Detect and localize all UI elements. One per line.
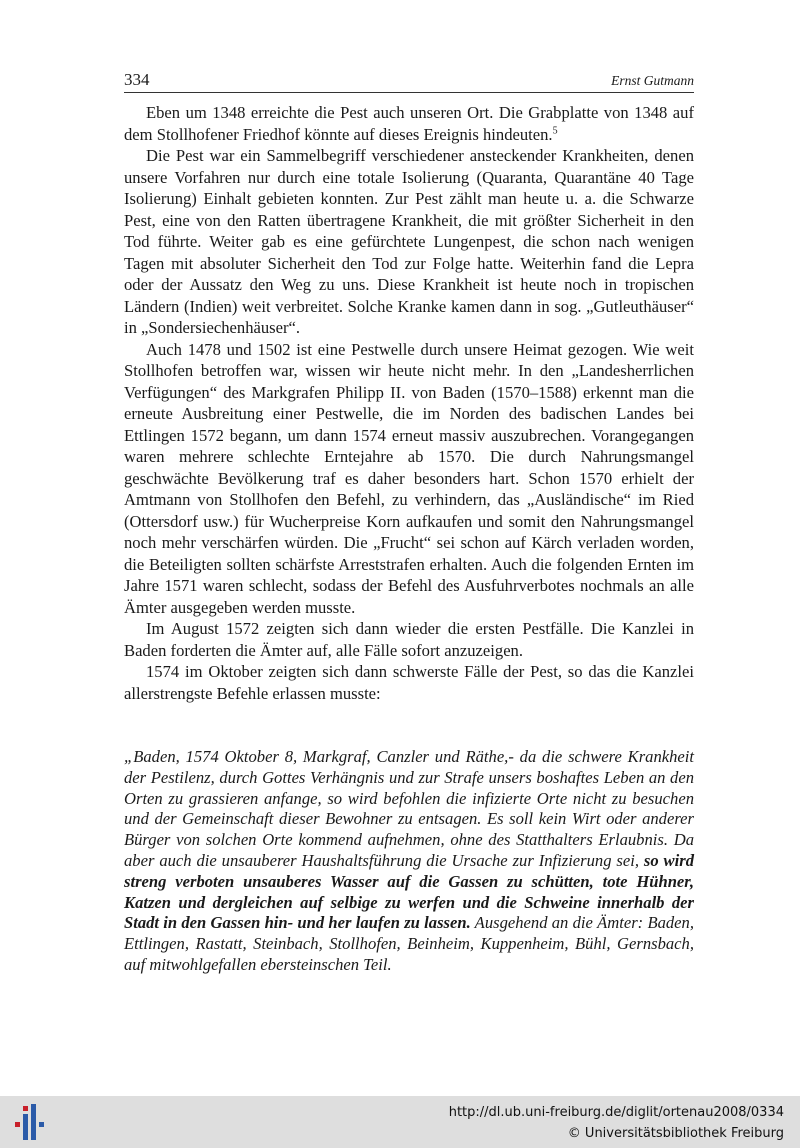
ub-freiburg-logo-icon[interactable] bbox=[12, 1100, 52, 1144]
historical-quote bbox=[124, 747, 694, 976]
article-body bbox=[124, 102, 694, 704]
quote-paragraph bbox=[124, 747, 694, 976]
footer-bar bbox=[0, 1096, 800, 1148]
paragraph-1-text: Eben um 1348 erreichte die Pest auch unseren Ort. Die Grabplatte von 1348 auf dem Stollhofener Friedhof könnte auf dieses Ereignis hindeuten. bbox=[124, 103, 694, 144]
paragraph-2: Die Pest war ein Sammelbegriff verschiedener ansteckender Krankheiten, denen unsere Vorfahren nur durch eine totale Isolierung (Quaranta, Quarantäne 40 Tage Isolierung) Einhalt gebieten konnten. Zur Pest zählt man heute u. a. die Schwarze Pest, eine von den Ratten übertragene Krankheit, die mit größter Sicherheit in den Tod führte. Weiter gab es eine gefürchtete Lungenpest, die schon nach wenigen Tagen mit absoluter Sicherheit den Tod zur Folge hatte. Weiterhin fand die Lepra oder der Aussatz den Weg zu uns. Diese Krankheit ist heute noch in tropischen Ländern (Indien) weit verbreitet. Solche Kranke kamen dann in sog. „Gutleuthäuser“ in „Sondersiechenhäuser“. bbox=[124, 146, 694, 337]
running-head: Ernst Gutmann bbox=[611, 73, 694, 88]
source-url-link[interactable]: http://dl.ub.uni-freiburg.de/diglit/ortenau2008/0334 bbox=[448, 1105, 784, 1120]
page-header bbox=[124, 66, 694, 93]
quote-text-2: Ausgehend an die Ämter: Baden, Ettlingen, Rastatt, Steinbach, Stollhofen, Beinheim, Kuppenheim, Bühl, Gernsbach, auf mitwohlgefallen ebersteinschen Teil. bbox=[124, 913, 694, 974]
paragraph-5: 1574 im Oktober zeigten sich dann schwerste Fälle der Pest, so das die Kanzlei allerstrengste Befehle erlassen musste: bbox=[124, 662, 694, 703]
copyright-notice: © Universitätsbibliothek Freiburg bbox=[567, 1126, 784, 1141]
paragraph-4: Im August 1572 zeigten sich dann wieder die ersten Pestfälle. Die Kanzlei in Baden forderten die Ämter auf, alle Fälle sofort anzuzeigen. bbox=[124, 619, 694, 660]
footnote-marker[interactable]: 5 bbox=[552, 124, 558, 136]
paragraph-1 bbox=[124, 102, 694, 145]
page-number: 334 bbox=[124, 70, 150, 89]
paragraph-3: Auch 1478 und 1502 ist eine Pestwelle durch unsere Heimat gezogen. Wie weit Stollhofen betroffen war, wissen wir heute nicht mehr. In den „Landesherrlichen Verfügungen“ des Markgrafen Philipp II. von Baden (1570–1588) erkennt man die erneute Ausbreitung einer Pestwelle, die im Norden des badischen Landes bei Ettlingen 1572 begann, um dann 1574 erneut massiv auszubrechen. Vorangegangen waren mehrere schlechte Erntejahre ab 1570. Die durch Nahrungsmangel geschwächte Bevölkerung traf es daher besonders hart. Schon 1570 erhielt der Amtmann von Stollhofen den Befehl, zu verhindern, das „Ausländische“ im Ried (Ottersdorf usw.) für Wucherpreise Korn aufkaufen und somit den Nahrungsmangel noch mehr verschärfen würden. Die „Frucht“ sei schon auf Kärch verladen worden, die Beteiligten sollten schärfste Arreststrafen erhalten. Auch die folgenden Ernten im Jahre 1571 waren schlecht, sodass der Befehl des Ausfuhrverbotes nochmals an alle Ämter ausgegeben werden musste. bbox=[124, 339, 694, 617]
quote-text-1: „Baden, 1574 Oktober 8, Markgraf, Canzler und Räthe,- da die schwere Krankheit der Pestilenz, durch Gottes Verhängnis und zur Strafe unsers boshaftes Leben an den Orten zu grassieren anfange, so wird befohlen die infizierte Orte nicht zu besuchen und der Gemeinschaft dieser Bewohner zu entsagen. Es soll kein Wirt oder anderer Bürger von solchen Orte kommend aufnehmen, ohne des Statthalters Erlaubnis. Da aber auch die unsauberer Haushaltsführung die Ursache zur Infizierung sei, bbox=[124, 747, 694, 870]
quote-bold-text: so wird streng verboten unsauberes Wasser auf die Gassen zu schütten, tote Hühner, Katzen und dergleichen auf selbige zu werfen und die Schweine innerhalb der Stadt in den Gassen hin- und her laufen zu lassen. bbox=[124, 850, 694, 933]
